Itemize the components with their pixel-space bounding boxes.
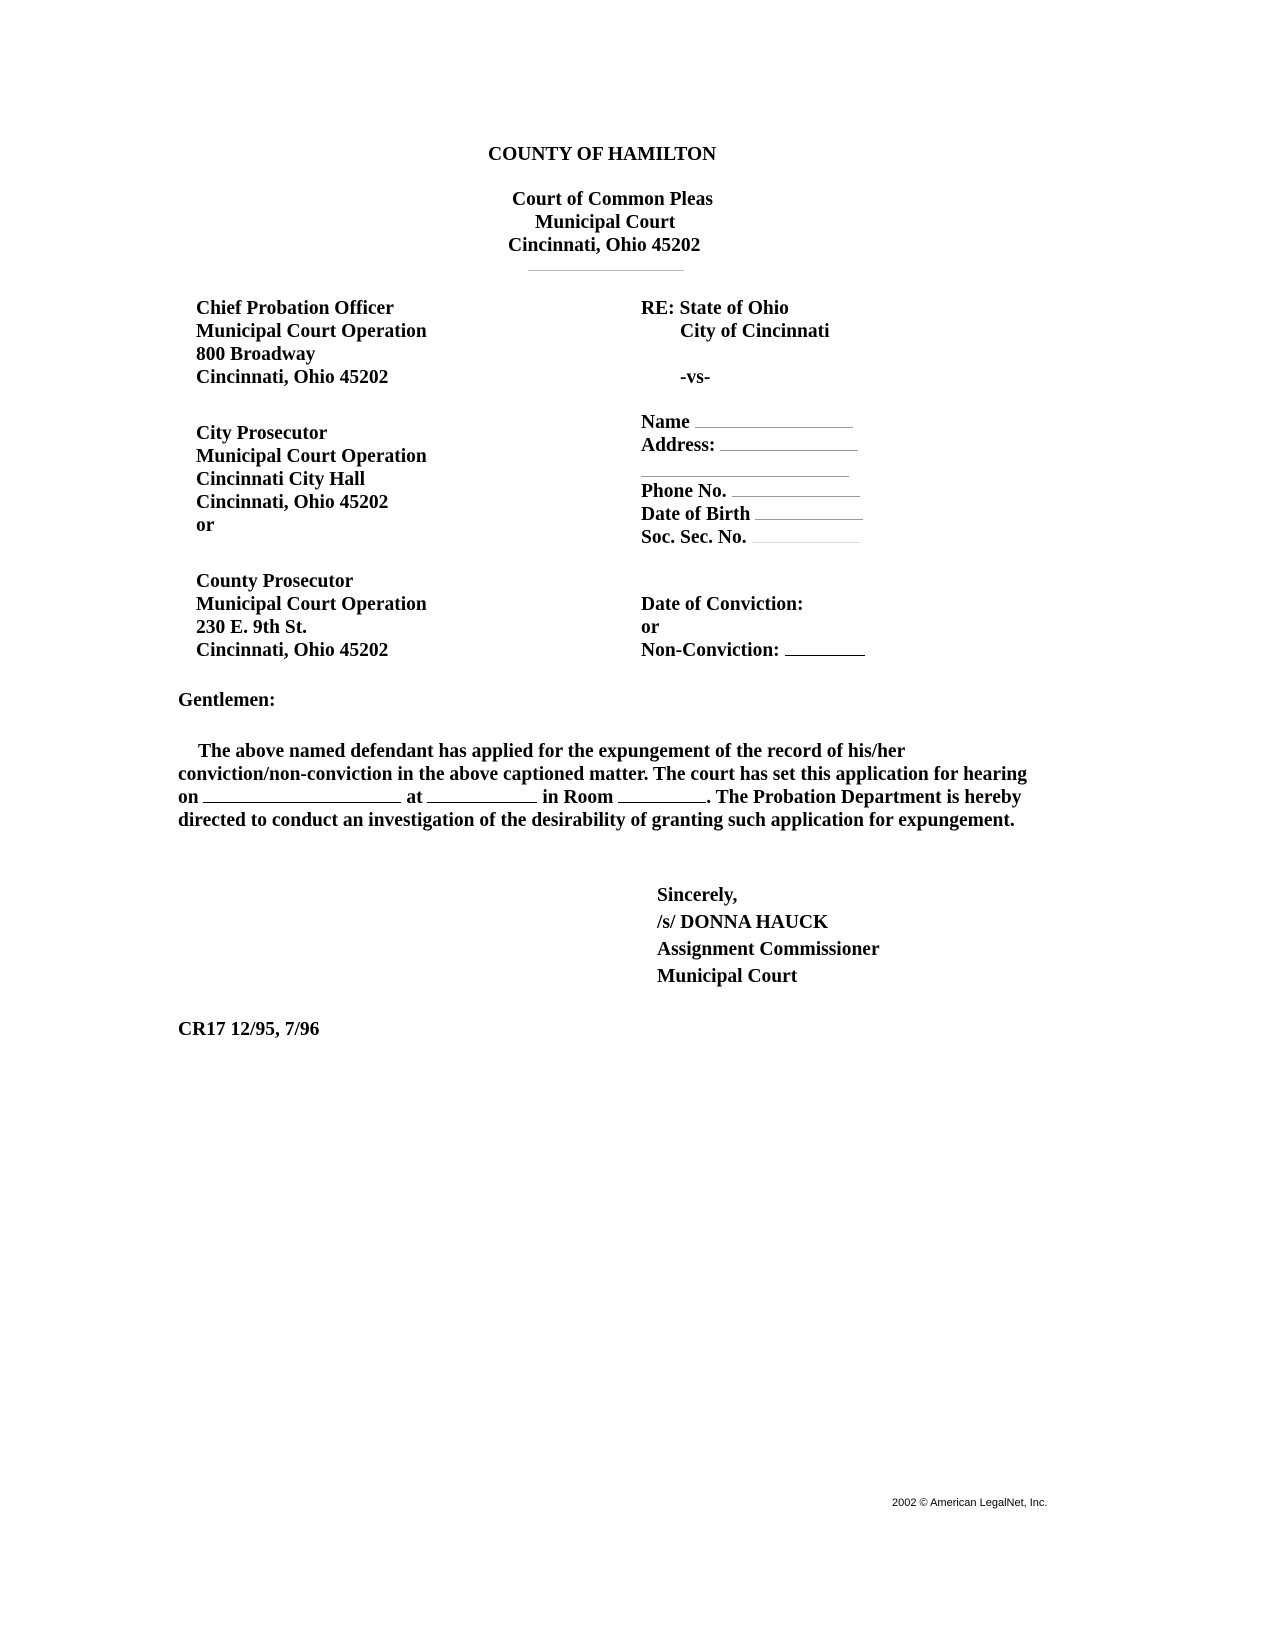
or-label: or: [641, 617, 660, 638]
recipient-line: Municipal Court Operation: [196, 321, 427, 342]
copyright-footer: 2002 © American LegalNet, Inc.: [892, 1497, 1048, 1509]
nonconviction-label: Non-Conviction:: [641, 640, 780, 661]
recipient-line: 800 Broadway: [196, 344, 316, 365]
name-field[interactable]: [695, 411, 853, 428]
dob-field[interactable]: [755, 503, 863, 520]
recipient-line: 230 E. 9th St.: [196, 617, 308, 638]
ssn-label: Soc. Sec. No.: [641, 527, 747, 548]
at-text: at: [406, 787, 423, 808]
room-field[interactable]: [618, 787, 706, 803]
body-text-2: . The Probation Department is hereby directed to conduct an investigation of the desirability of granting such application for expungement.: [178, 787, 1022, 831]
nonconviction-field[interactable]: [785, 639, 865, 656]
salutation: Gentlemen:: [178, 690, 276, 711]
signer-dept: Municipal Court: [657, 966, 798, 987]
name-label: Name: [641, 412, 690, 433]
address-label: Address:: [641, 435, 716, 456]
re-vs: -vs-: [680, 367, 711, 388]
conviction-label: Date of Conviction:: [641, 594, 804, 615]
re-city: City of Cincinnati: [680, 321, 830, 342]
nonconviction-row: [641, 639, 865, 662]
re-state: RE: State of Ohio: [641, 298, 789, 319]
recipient-line: Cincinnati, Ohio 45202: [196, 367, 389, 388]
phone-label: Phone No.: [641, 481, 727, 502]
name-row: [641, 411, 853, 434]
dob-row: [641, 503, 863, 526]
recipient-line: Cincinnati, Ohio 45202: [196, 640, 389, 661]
letter-body: [178, 740, 1038, 832]
recipient-line: County Prosecutor: [196, 571, 354, 592]
address-field[interactable]: [720, 434, 858, 451]
hearing-date-field[interactable]: [203, 787, 401, 803]
recipient-line: Cincinnati City Hall: [196, 469, 366, 490]
recipient-line: Chief Probation Officer: [196, 298, 394, 319]
dob-label: Date of Birth: [641, 504, 751, 525]
recipient-line: Municipal Court Operation: [196, 594, 427, 615]
form-code: CR17 12/95, 7/96: [178, 1019, 320, 1040]
ssn-row: [641, 526, 860, 549]
ssn-field[interactable]: [752, 526, 860, 543]
address-line2-field[interactable]: [641, 458, 849, 477]
recipient-line: Municipal Court Operation: [196, 446, 427, 467]
phone-field[interactable]: [732, 480, 860, 497]
recipient-line: or: [196, 515, 215, 536]
court-city: Cincinnati, Ohio 45202: [508, 235, 701, 256]
closing: Sincerely,: [657, 885, 738, 906]
court-division: Municipal Court: [535, 212, 676, 233]
signer: /s/ DONNA HAUCK: [657, 912, 829, 933]
county-title: COUNTY OF HAMILTON: [488, 144, 717, 165]
phone-row: [641, 480, 860, 503]
hearing-time-field[interactable]: [427, 787, 537, 803]
recipient-line: Cincinnati, Ohio 45202: [196, 492, 389, 513]
body-text: The above named defendant has applied for the expungement of the record of his/her conviction/non-conviction in the above captioned matter. The court has set this application for hearing on: [178, 741, 1027, 808]
header-divider: [528, 270, 684, 271]
recipient-line: City Prosecutor: [196, 423, 328, 444]
court-name: Court of Common Pleas: [512, 189, 713, 210]
address-row: [641, 434, 858, 457]
in-room-text: in Room: [542, 787, 614, 808]
signer-title: Assignment Commissioner: [657, 939, 880, 960]
